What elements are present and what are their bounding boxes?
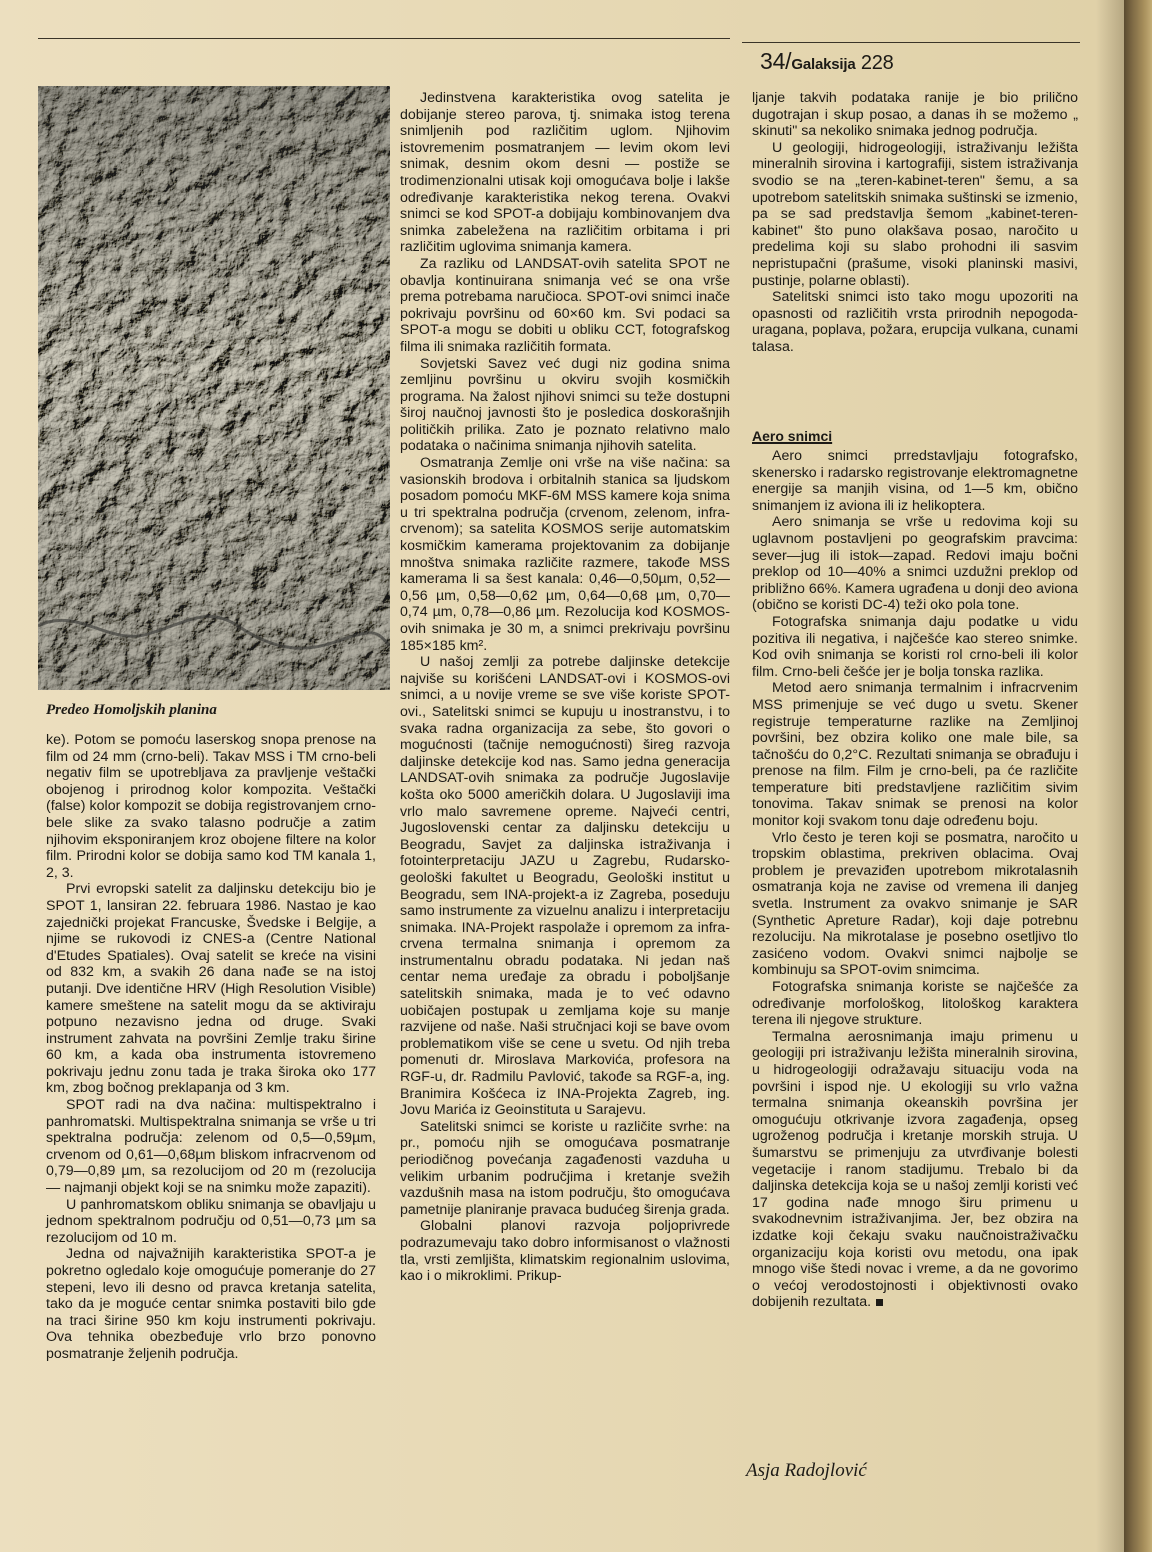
paragraph: Osmatranja Zemlje oni vrše na više načina: sa vasionskih brodova i orbitalnih stanica sa ljudskom posadom pomoću MKF-6M MSS kamere koja snima u tri spektralna područja (crvenom, zelenom, infra-crvenom); sa satelita KOSMOS serije automatskim kosmičkim kamerama projektovanim za dobijanje mnoštva snimaka različite razmere, takođe MSS kamerama li sa šest kanala: 0,46—0,50µm, 0,52—0,56 µm, 0,58—0,62 µm, 0,64—0,68 µm, 0,70—0,74 µm, 0,78—0,86 µm. Rezolucija kod KOSMOS-ovih snimaka je 30 m, a snimci prekrivaju površinu 185×185 km². — [400, 455, 730, 654]
paragraph: Sovjetski Savez već dugi niz godina snima zemljinu površinu u okviru svojih kosmičkih programa. Na žalost njihovi snimci su teže dostupni široj naučnoj javnosti što je posledica doskorašnjih političkih prilika. Zato je poznato relativno malo podataka o načinima snimanja njihovih satelita. — [400, 355, 730, 455]
paragraph: Aero snimci prredstavljaju fotografsko, skenersko i radarsko registrovanje elektromagnetne energije sa manjih visina, od 1—5 km, obično snimanjem iz aviona ili iz helikoptera. — [752, 448, 1078, 514]
paragraph: Aero snimanja se vrše u redovima koji su uglavnom postavljeni po geografskim pravcima: sever—jug ili istok—zapad. Redovi imaju bočni preklop od 10—40% a snimci uzdužni preklop od približno 66%. Kamera ugrađena u donji deo aviona (obično se koristi DC-4) teži oko pola tone. — [752, 514, 1078, 614]
paragraph: Satelitski snimci isto tako mogu upozoriti na opasnosti od različitih vrsta prirodnih nepogoda-uragana, poplava, požara, erupcija vulkana, cunami talasa. — [752, 289, 1078, 355]
satellite-photo — [38, 86, 390, 690]
paragraph: Prvi evropski satelit za daljinsku detekciju bio je SPOT 1, lansiran 22. februara 1986. Nastao je kao zajednički projekat Francuske, Švedske i Belgije, a njime se rukovodi iz CNES-a (Centre National d'Etudes Spatiales). Ovaj satelit se kreće na visini od 832 km, a svakih 26 dana nađe se na istoj putanji. Dve identične HRV (High Resolution Visible) kamere smeštene na satelit mogu da se aktiviraju potpuno nezavisno jedna od druge. Svaki instrument zahvata na površini Zemlje traku širine 60 km, a kada oba instrumenta istovremeno pokrivaju jednu zonu tada je traka široka oko 177 km, zbog bočnog preklapanja od 3 km. — [46, 881, 376, 1097]
issue-number: 228 — [860, 52, 894, 74]
paragraph: Fotografska snimanja daju podatke u vidu pozitiva ili negativa, i najčešće kao stereo snimke. Kod ovih snimanja se koristi rol crno-beli ili kolor film. Crno-beli češće jer je bolja tonska razlika. — [752, 613, 1078, 680]
page-number: 34/ — [760, 48, 792, 74]
paragraph: U našoj zemlji za potrebe daljinske detekcije najviše su korišćeni LANDSAT-ovi i KOSMOS-ovi snimci, a u novije vreme se sve više koriste SPOT-ovi., Satelitski snimci se kupuju u inostranstvu, i to svaka radna organizacija za sebe, što govori o mogućnosti (tačnije nemogućnosti) šireg razvoja daljinske detekcije kod nas. Samo jedna generacija LANDSAT-ovih snimaka za područje Jugoslavije košta oko 5000 američkih dolara. U Jugoslaviji ima vrlo malo savremene opreme. Najveći centri, Jugoslovenski centar za daljinsku detekciju u Beogradu, Savjet za daljinska istraživanja i fotointerpretaciju JAZU u Zagrebu, Rudarsko-geološki fakultet u Beogradu, Geološki institut u Beogradu, sem INA-projekt-a iz Zagreba, poseduju samo instrumente za vizuelnu analizu i interpretaciju snimaka. INA-Projekt raspolaže i opremom za infra-crvena termalna snimanja i opremom za instrumentalnu obradu podataka. Ni jedan naš centar nema uređaje za obradu i poboljšanje satelitskih snimaka, mada je to već odavno uobičajen postupak u zemljama koje su manje razvijene od naše. Naši stručnjaci koji se bave ovom problematikom više se cene u svetu. Od njih treba pomenuti dr. Miroslava Markovića, profesora na RGF-u, dr. Radmilu Pavlović, takođe sa RGF-a, ing. Branimira Košćeca iz INA-Projekta Zagreb, ing. Jovu Marića iz Geoinstituta u Sarajevu. — [400, 654, 730, 1119]
paragraph: Jedinstvena karakteristika ovog satelita je dobijanje stereo parova, tj. snimaka istog terena snimljenih pod različitim uglom. Njihovim istovremenim posmatranjem — levim okom levi snimak, desnim okom desni — postiže se trodimenzionalni utisak koji omogućava bolje i lakše određivanje karakteristika nekog terena. Ovakvi snimci se kod SPOT-a dobijaju kombinovanjem dva snimka zabeležena na različitim orbitama i pri različitim uglovima snimanja kamera. — [400, 90, 730, 256]
paragraph: ljanje takvih podataka ranije je bio prilično dugotrajan i skup posao, a danas ih se možemo „ skinuti" sa nekoliko snimaka jednog područja. — [752, 90, 1078, 140]
paragraph: Jedna od najvažnijih karakteristika SPOT-a je pokretno ogledalo koje omogućuje pomeranje do 27 stepeni, levo ili desno od pravca kretanja satelita, tako da je moguće centar snimka postaviti bilo gde na traci širine 950 km koju instrumenti pokrivaju. Ova tehnika obezbeđuje vrlo brzo ponovno posmatranje željenih područja. — [46, 1246, 376, 1362]
column-3-top — [752, 90, 1078, 356]
page-header — [760, 48, 894, 75]
column-1 — [46, 732, 376, 1363]
paragraph: SPOT radi na dva načina: multispektralno i panhromatski. Multispektralna snimanja se vrše u tri spektralna područja: zelenom od 0,5—0,59µm, crvenom od 0,61—0,68µm bliskom infracrvenom od 0,79—0,89 µm, sa rezolucijom od 20 m (rezolucija — najmanji objekt koji se na snimku može zapaziti). — [46, 1097, 376, 1197]
column-2 — [400, 90, 730, 1285]
end-of-article-mark — [876, 1299, 883, 1306]
author-signature: Asja Radojlović — [746, 1460, 867, 1481]
section-heading: Aero snimci — [752, 428, 833, 444]
paragraph: Vrlo često je teren koji se posmatra, naročito u tropskim oblastima, prekriven oblacima. Ovaj problem je prevaziđen upotrebom mikrotalasnih osmatranja koja ne zavise od vremena ili danjeg svetla. Instrument za ovakvo snimanje je SAR (Synthetic Apreture Radar), koji daje potrebnu rezoluciju. Na mikrotalase je posebno osetljivo tlo zasićeno vodom. Ovakvi snimci najbolje se kombinuju sa SPOT-ovim snimcima. — [752, 829, 1078, 979]
header-rule-left — [38, 38, 730, 39]
paragraph: Za razliku od LANDSAT-ovih satelita SPOT ne obavlja kontinuirana snimanja već se ona vrše prema potrebama naručioca. SPOT-ovi snimci inače pokrivaju površinu od 60×60 km. Svi podaci sa SPOT-a mogu se dobiti u obliku CCT, fotografskog filma ili snimaka različitih formata. — [400, 255, 730, 355]
paragraph: Fotografska snimanja koriste se najčešće za određivanje morfološkog, litološkog karaktera terena ili njegove strukture. — [752, 979, 1078, 1029]
column-3-bottom — [752, 448, 1078, 1311]
paragraph: U geologiji, hidrogeologiji, istraživanju ležišta mineralnih sirovina i kartografiji, sistem istraživanja svodio se na „teren-kabinet-teren" šemu, a sa upotrebom satelitskih snimaka suštinski se izmenio, pa se sad predstavlja šemom „kabinet-teren-kabinet" što puno olakšava posao, naročito u predelima koji su slabo prohodni ili sasvim nepristupačni (prašume, visoki planinski masivi, pustinje, polarne oblasti). — [752, 139, 1078, 289]
terrain-image — [38, 86, 390, 690]
photo-caption: Predeo Homoljskih planina — [46, 702, 217, 718]
paragraph-text: Termalna aerosnimanja imaju primenu u geologiji pri istraživanju ležišta mineralnih sirovina, u hidrogeologiji odražavaju situaciju voda na površini i ispod nje. U ekologiji su vrlo važna termalna snimanja okeanskih površina jer omogućuju otkrivanje izvora zagađenja, opseg ugroženog područja i kretanje morskih struja. U šumarstvu se primenjuju za utvrđivanje bolesti vegetacije i ranom stadijumu. Trebalo bi da daljinska detekcija koja se u našoj zemlji koristi već 17 godina nađe mnogo širu primenu u svakodnevnim istraživanjima. Jer, bez obzira na izdatke koji čekaju svaku naučnoistraživačku organizaciju koja koristi ovu metodu, ona ipak mnogo više štedi novac i vreme, a da ne govorimo o većoj verodostojnosti i objektivnosti ovako dobijenih rezultata. — [752, 1028, 1078, 1311]
paragraph: ke). Potom se pomoću laserskog snopa prenose na film od 24 mm (crno-beli). Takav MSS i TM crno-beli negativ film se upotrebljava za pravljenje veštački obojenog i prirodnog kolor kompozita. Veštački (false) kolor kompozit se dobija registrovanjem crno-bele slike za svako talasno područje a zatim njihovim eksponiranjem kroz obojene filtere na kolor film. Prirodni kolor se dobija samo kod TM kanala 1, 2, 3. — [46, 732, 376, 881]
final-paragraph — [752, 1029, 1078, 1311]
paragraph: U panhromatskom obliku snimanja se obavljaju u jednom spektralnom području od 0,51—0,73 µm sa rezolucijom od 10 m. — [46, 1196, 376, 1246]
binding-edge — [1124, 0, 1152, 1552]
page-curl-shadow — [1096, 0, 1124, 1552]
header-rule-right — [742, 42, 1080, 43]
paragraph: Satelitski snimci se koriste u različite svrhe: na pr., pomoću njih se omogućava posmatranje periodičnog povećanja zagađenosti vazduha u velikim urbanim područjima i kretanje svežih vazdušnih masa na istom području, što omogućava pametnije planiranje pravaca budućeg širenja grada. — [400, 1118, 730, 1218]
paragraph: Metod aero snimanja termalnim i infracrvenim MSS primenjuje se već dugo u svetu. Skener registruje temperaturne razlike na Zemljinoj površini, bez obzira koliko one male bile, sa tačnošću do 0,2°C. Rezultati snimanja se obrađuju i prenose na film. Film je crno-beli, pa će različite temperature biti predstavljene različitim sivim tonovima. Takav snimak se prenosi na kolor monitor koji svakom tonu daje određenu boju. — [752, 680, 1078, 830]
magazine-name: Galaksija — [791, 56, 856, 73]
paragraph: Globalni planovi razvoja poljoprivrede podrazumevaju tako dobro informisanost o vlažnosti tla, vrsti zemljišta, klimatskim regionalnim uslovima, kao i o mikroklimi. Prikup- — [400, 1218, 730, 1285]
